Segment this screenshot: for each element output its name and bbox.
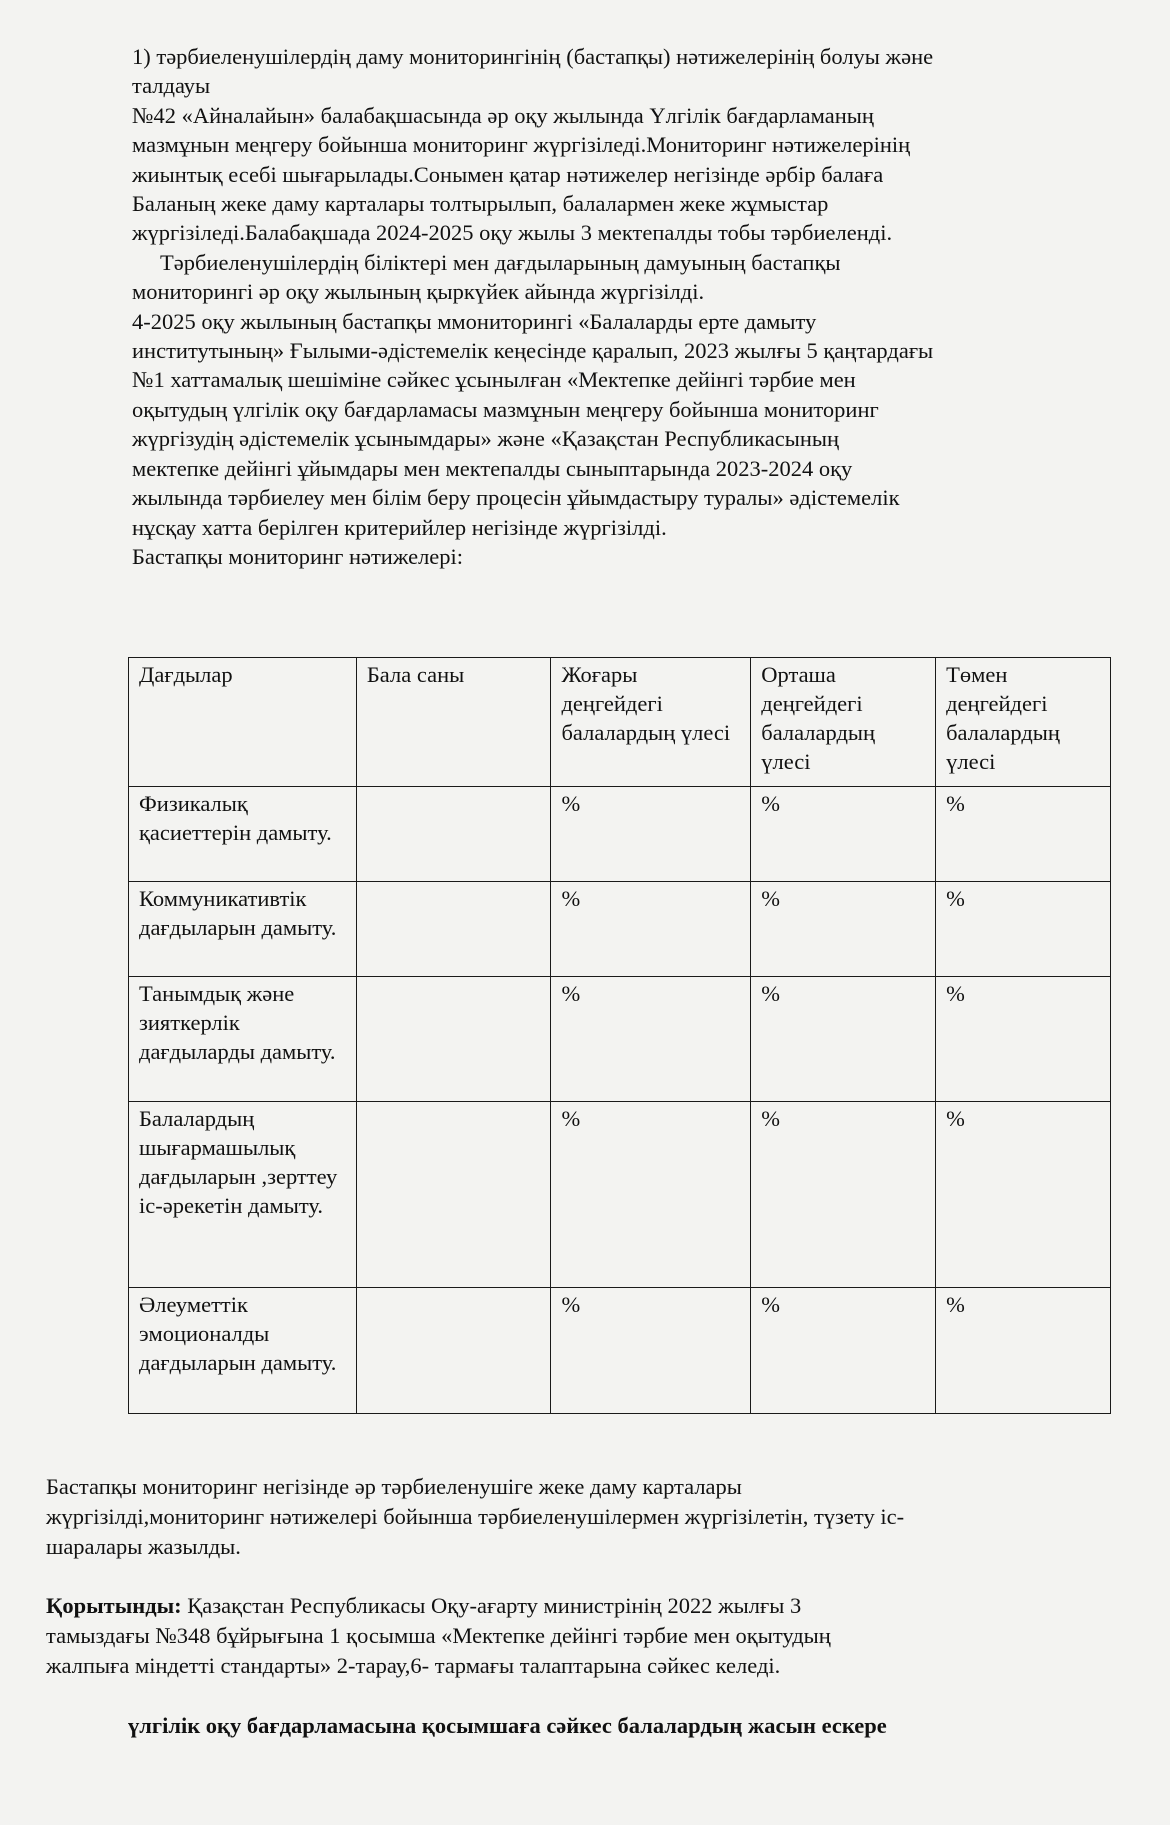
- intro-text: [132, 42, 1142, 571]
- intro-line: мектепке дейінгі ұйымдары мен мектепалды сыныптарында 2023-2024 оқу: [132, 455, 853, 481]
- low-cell: %: [936, 787, 1111, 882]
- result-line: тамыздағы №348 бұйрығына 1 қосымша «Мектепке дейінгі тәрбие мен оқытудың: [46, 1623, 831, 1648]
- skill-cell: Коммуникативтік дағдыларын дамыту.: [129, 882, 357, 977]
- result-line: [46, 1591, 1156, 1621]
- low-cell: %: [936, 977, 1111, 1102]
- intro-line: мазмұнын меңгеру бойынша мониторинг жүргізіледі.Мониторинг нәтижелерінің: [132, 132, 911, 158]
- table-row: [129, 977, 1111, 1102]
- conclusion-paragraph: [46, 1472, 1156, 1562]
- count-cell: [356, 1288, 551, 1414]
- mid-cell: %: [751, 882, 936, 977]
- header-high-level: Жоғары деңгейдегі балалардың үлесі: [551, 658, 751, 787]
- conclusion-line: шаралары жазылды.: [46, 1534, 241, 1559]
- intro-line: №42 «Айналайын» балабақшасында әр оқу жылында Үлгілік бағдарламаның: [132, 102, 874, 128]
- count-cell: [356, 787, 551, 882]
- result-label: Қорытынды:: [46, 1593, 182, 1618]
- table-row: [129, 882, 1111, 977]
- result-text: Қазақстан Республикасы Оқу-ағарту министрінің 2022 жылғы 3: [181, 1593, 802, 1618]
- intro-line: жүргізіледі.Балабақшада 2024-2025 оқу жылы 3 мектепалды тобы тәрбиеленді.: [132, 220, 893, 246]
- header-skills: Дағдылар: [129, 658, 357, 787]
- intro-line: Баланың жеке даму карталары толтырылып, балалармен жеке жұмыстар: [132, 191, 829, 217]
- intro-line: жылында тәрбиелеу мен білім беру процесін ұйымдастыру туралы» әдістемелік: [132, 485, 900, 511]
- skill-cell: Танымдық және зияткерлік дағдыларды дамыту.: [129, 977, 357, 1102]
- table-row: [129, 1102, 1111, 1288]
- count-cell: [356, 882, 551, 977]
- count-cell: [356, 1102, 551, 1288]
- bottom-bold-line: үлгілік оқу бағдарламасына қосымшаға сәйкес балалардың жасын ескере: [128, 1713, 887, 1738]
- mid-cell: %: [751, 977, 936, 1102]
- skill-cell: Әлеуметтік эмоционалды дағдыларын дамыту.: [129, 1288, 357, 1414]
- result-line: жалпыға міндетті стандарты» 2-тарау,6- тармағы талаптарына сәйкес келеді.: [46, 1653, 781, 1678]
- intro-line: талдауы: [132, 73, 211, 99]
- high-cell: %: [551, 1102, 751, 1288]
- intro-line: 1) тәрбиеленушілердің даму мониторингінің (бастапқы) нәтижелерінің болуы және: [132, 44, 934, 69]
- intro-line: №1 хаттамалық шешіміне сәйкес ұсынылған «Мектепке дейінгі тәрбие мен: [132, 367, 856, 393]
- high-cell: %: [551, 977, 751, 1102]
- header-low-level: Төмен деңгейдегі балалардың үлесі: [936, 658, 1111, 787]
- skill-cell: Балалардың шығармашылық дағдыларын ,зерттеу іс-әрекетін дамыту.: [129, 1102, 357, 1288]
- intro-line: жүргізудің әдістемелік ұсынымдары» және «Қазақстан Республикасының: [132, 426, 840, 452]
- low-cell: %: [936, 1102, 1111, 1288]
- result-paragraph: [46, 1591, 1156, 1681]
- skill-cell: Физикалық қасиеттерін дамыту.: [129, 787, 357, 882]
- count-cell: [356, 977, 551, 1102]
- intro-line: нұсқау хатта берілген критерийлер негізінде жүргізілді.: [132, 514, 667, 540]
- low-cell: %: [936, 1288, 1111, 1414]
- mid-cell: %: [751, 787, 936, 882]
- table-row: [129, 787, 1111, 882]
- table-caption: Бастапқы мониторинг нәтижелері:: [132, 543, 464, 569]
- intro-line: институтының» Ғылыми-әдістемелік кеңесінде қаралып, 2023 жылғы 5 қаңтардағы: [132, 338, 934, 364]
- intro-line: мониторингі әр оқу жылының қыркүйек айында жүргізілді.: [132, 279, 705, 305]
- mid-cell: %: [751, 1102, 936, 1288]
- intro-line: жиынтық есебі шығарылады.Сонымен қатар нәтижелер негізінде әрбір балаға: [132, 161, 884, 187]
- intro-line: 4-2025 оқу жылының бастапқы ммониторингі «Балаларды ерте дамыту: [132, 308, 817, 334]
- high-cell: %: [551, 882, 751, 977]
- monitoring-table: [128, 657, 1111, 1414]
- header-mid-level: Орташа деңгейдегі балалардың үлесі: [751, 658, 936, 787]
- high-cell: %: [551, 787, 751, 882]
- low-cell: %: [936, 882, 1111, 977]
- table-row: [129, 1288, 1111, 1414]
- intro-line: оқытудың үлгілік оқу бағдарламасы мазмұнын меңгеру бойынша мониторинг: [132, 396, 879, 422]
- intro-line: Тәрбиеленушілердің біліктері мен дағдыларының дамуының бастапқы: [160, 249, 841, 275]
- mid-cell: %: [751, 1288, 936, 1414]
- conclusion-line: Бастапқы мониторинг негізінде әр тәрбиеленушіге жеке даму карталары: [46, 1474, 742, 1499]
- table-header-row: [129, 658, 1111, 787]
- high-cell: %: [551, 1288, 751, 1414]
- conclusion-line: жүргізілді,мониторинг нәтижелері бойынша тәрбиеленушілермен жүргізілетін, түзету іс-: [46, 1504, 905, 1529]
- header-child-count: Бала саны: [356, 658, 551, 787]
